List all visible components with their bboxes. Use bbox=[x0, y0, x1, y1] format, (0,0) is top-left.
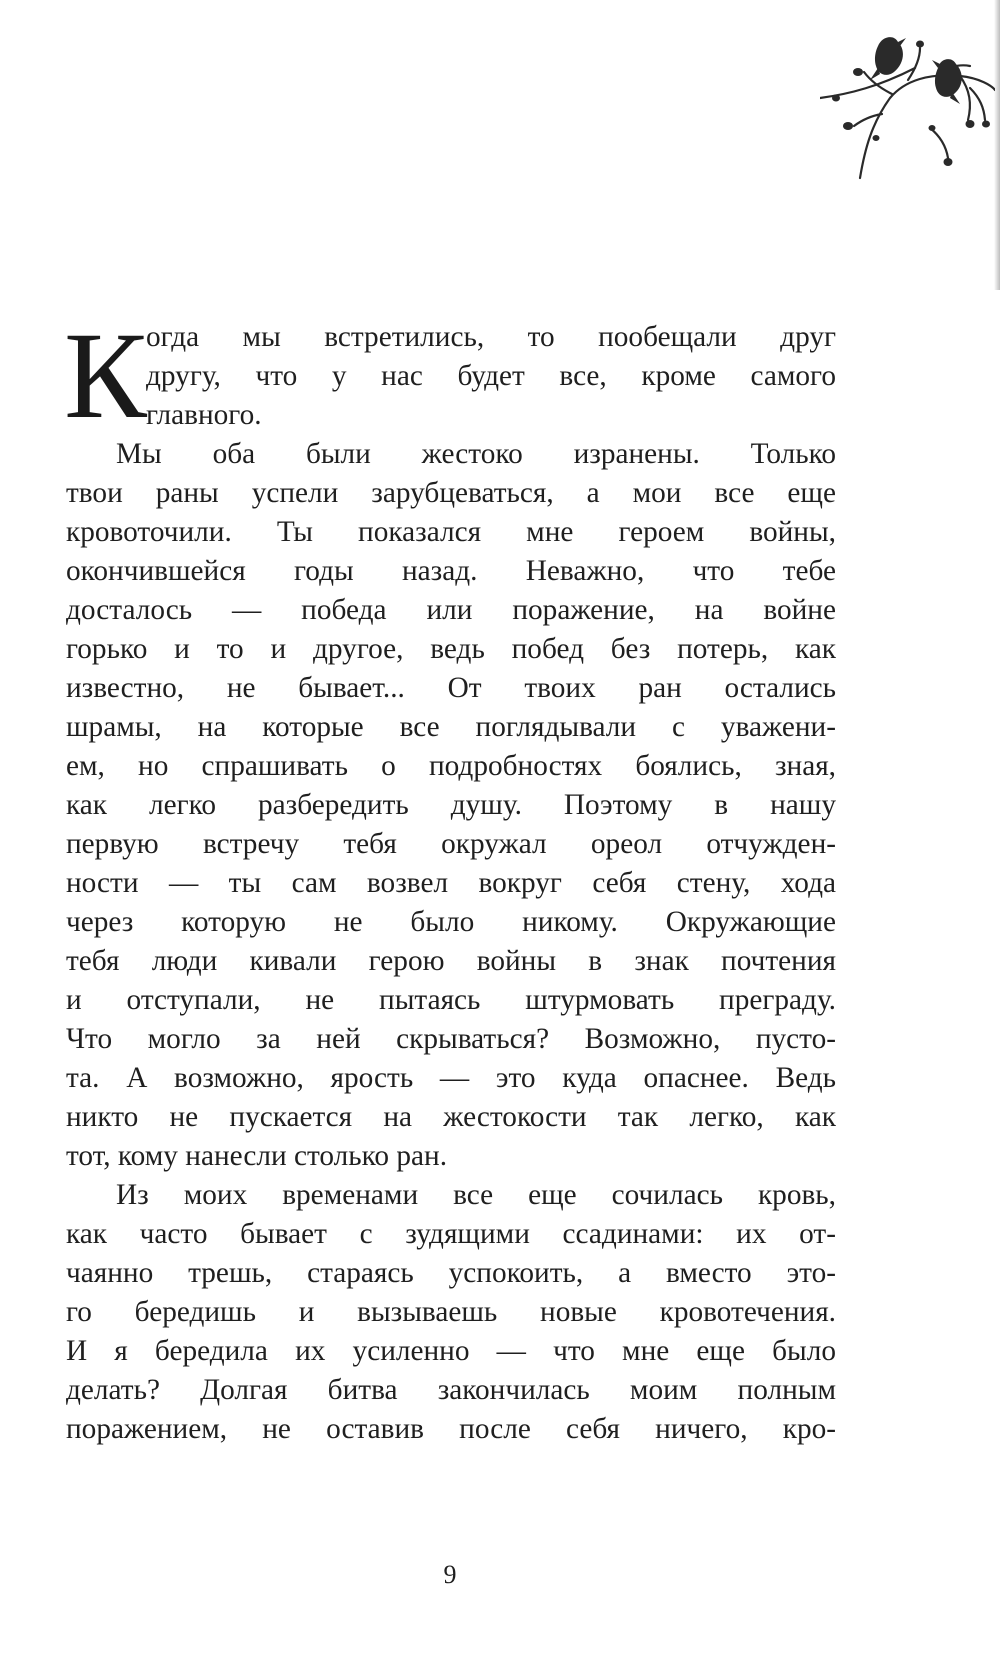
text-line: И я бередила их усиленно — что мне еще было bbox=[66, 1335, 836, 1367]
text-line: ем, но спрашивать о подробностях боялись, зная, bbox=[66, 750, 836, 782]
text-line: Что могло за ней скрываться? Возможно, пусто- bbox=[66, 1023, 836, 1055]
text-line: окончившейся годы назад. Неважно, что тебе bbox=[66, 555, 836, 587]
text-line: шрамы, на которые все поглядывали с уважени- bbox=[66, 711, 836, 743]
text-line: ности — ты сам возвел вокруг себя стену, хода bbox=[66, 867, 836, 899]
text-line: через которую не было никому. Окружающие bbox=[66, 906, 836, 938]
text-line: никто не пускается на жестокости так легко, как bbox=[66, 1101, 836, 1133]
text-line: известно, не бывает... От твоих ран остались bbox=[66, 672, 836, 704]
body-text bbox=[64, 307, 836, 1449]
text-line: поражением, не оставив после себя ничего, кро- bbox=[66, 1413, 836, 1445]
text-line: го бередишь и вызываешь новые кровотечения. bbox=[66, 1296, 836, 1328]
text-line: Из моих временами все еще сочилась кровь, bbox=[116, 1179, 836, 1211]
birds-on-branch-icon bbox=[820, 28, 995, 198]
text-line: Мы оба были жестоко изранены. Только bbox=[116, 438, 836, 470]
text-line: первую встречу тебя окружал ореол отчужден- bbox=[66, 828, 836, 860]
text-line: досталось — победа или поражение, на войне bbox=[66, 594, 836, 626]
text-line: другу, что у нас будет все, кроме самого bbox=[146, 360, 836, 392]
page-number: 9 bbox=[443, 1560, 457, 1589]
text-line: главного. bbox=[146, 399, 262, 431]
text-line: и отступали, не пытаясь штурмовать преграду. bbox=[66, 984, 836, 1016]
text-line: чаянно трешь, стараясь успокоить, а вместо это- bbox=[66, 1257, 836, 1289]
drop-cap: К bbox=[64, 307, 147, 444]
text-line: как легко разбередить душу. Поэтому в нашу bbox=[66, 789, 836, 821]
text-line: та. А возможно, ярость — это куда опаснее. Ведь bbox=[66, 1062, 836, 1094]
text-line: тот, кому нанесли столько ран. bbox=[66, 1140, 448, 1172]
text-line: тебя люди кивали герою войны в знак почтения bbox=[66, 945, 836, 977]
text-line: делать? Долгая битва закончилась моим полным bbox=[66, 1374, 836, 1406]
text-line: кровоточили. Ты показался мне героем войны, bbox=[66, 516, 836, 548]
text-line: горько и то и другое, ведь побед без потерь, как bbox=[66, 633, 836, 665]
text-line: как часто бывает с зудящими ссадинами: их от- bbox=[66, 1218, 836, 1250]
text-line: огда мы встретились, то пообещали друг bbox=[146, 321, 836, 353]
text-line: твои раны успели зарубцеваться, а мои все еще bbox=[66, 477, 836, 509]
